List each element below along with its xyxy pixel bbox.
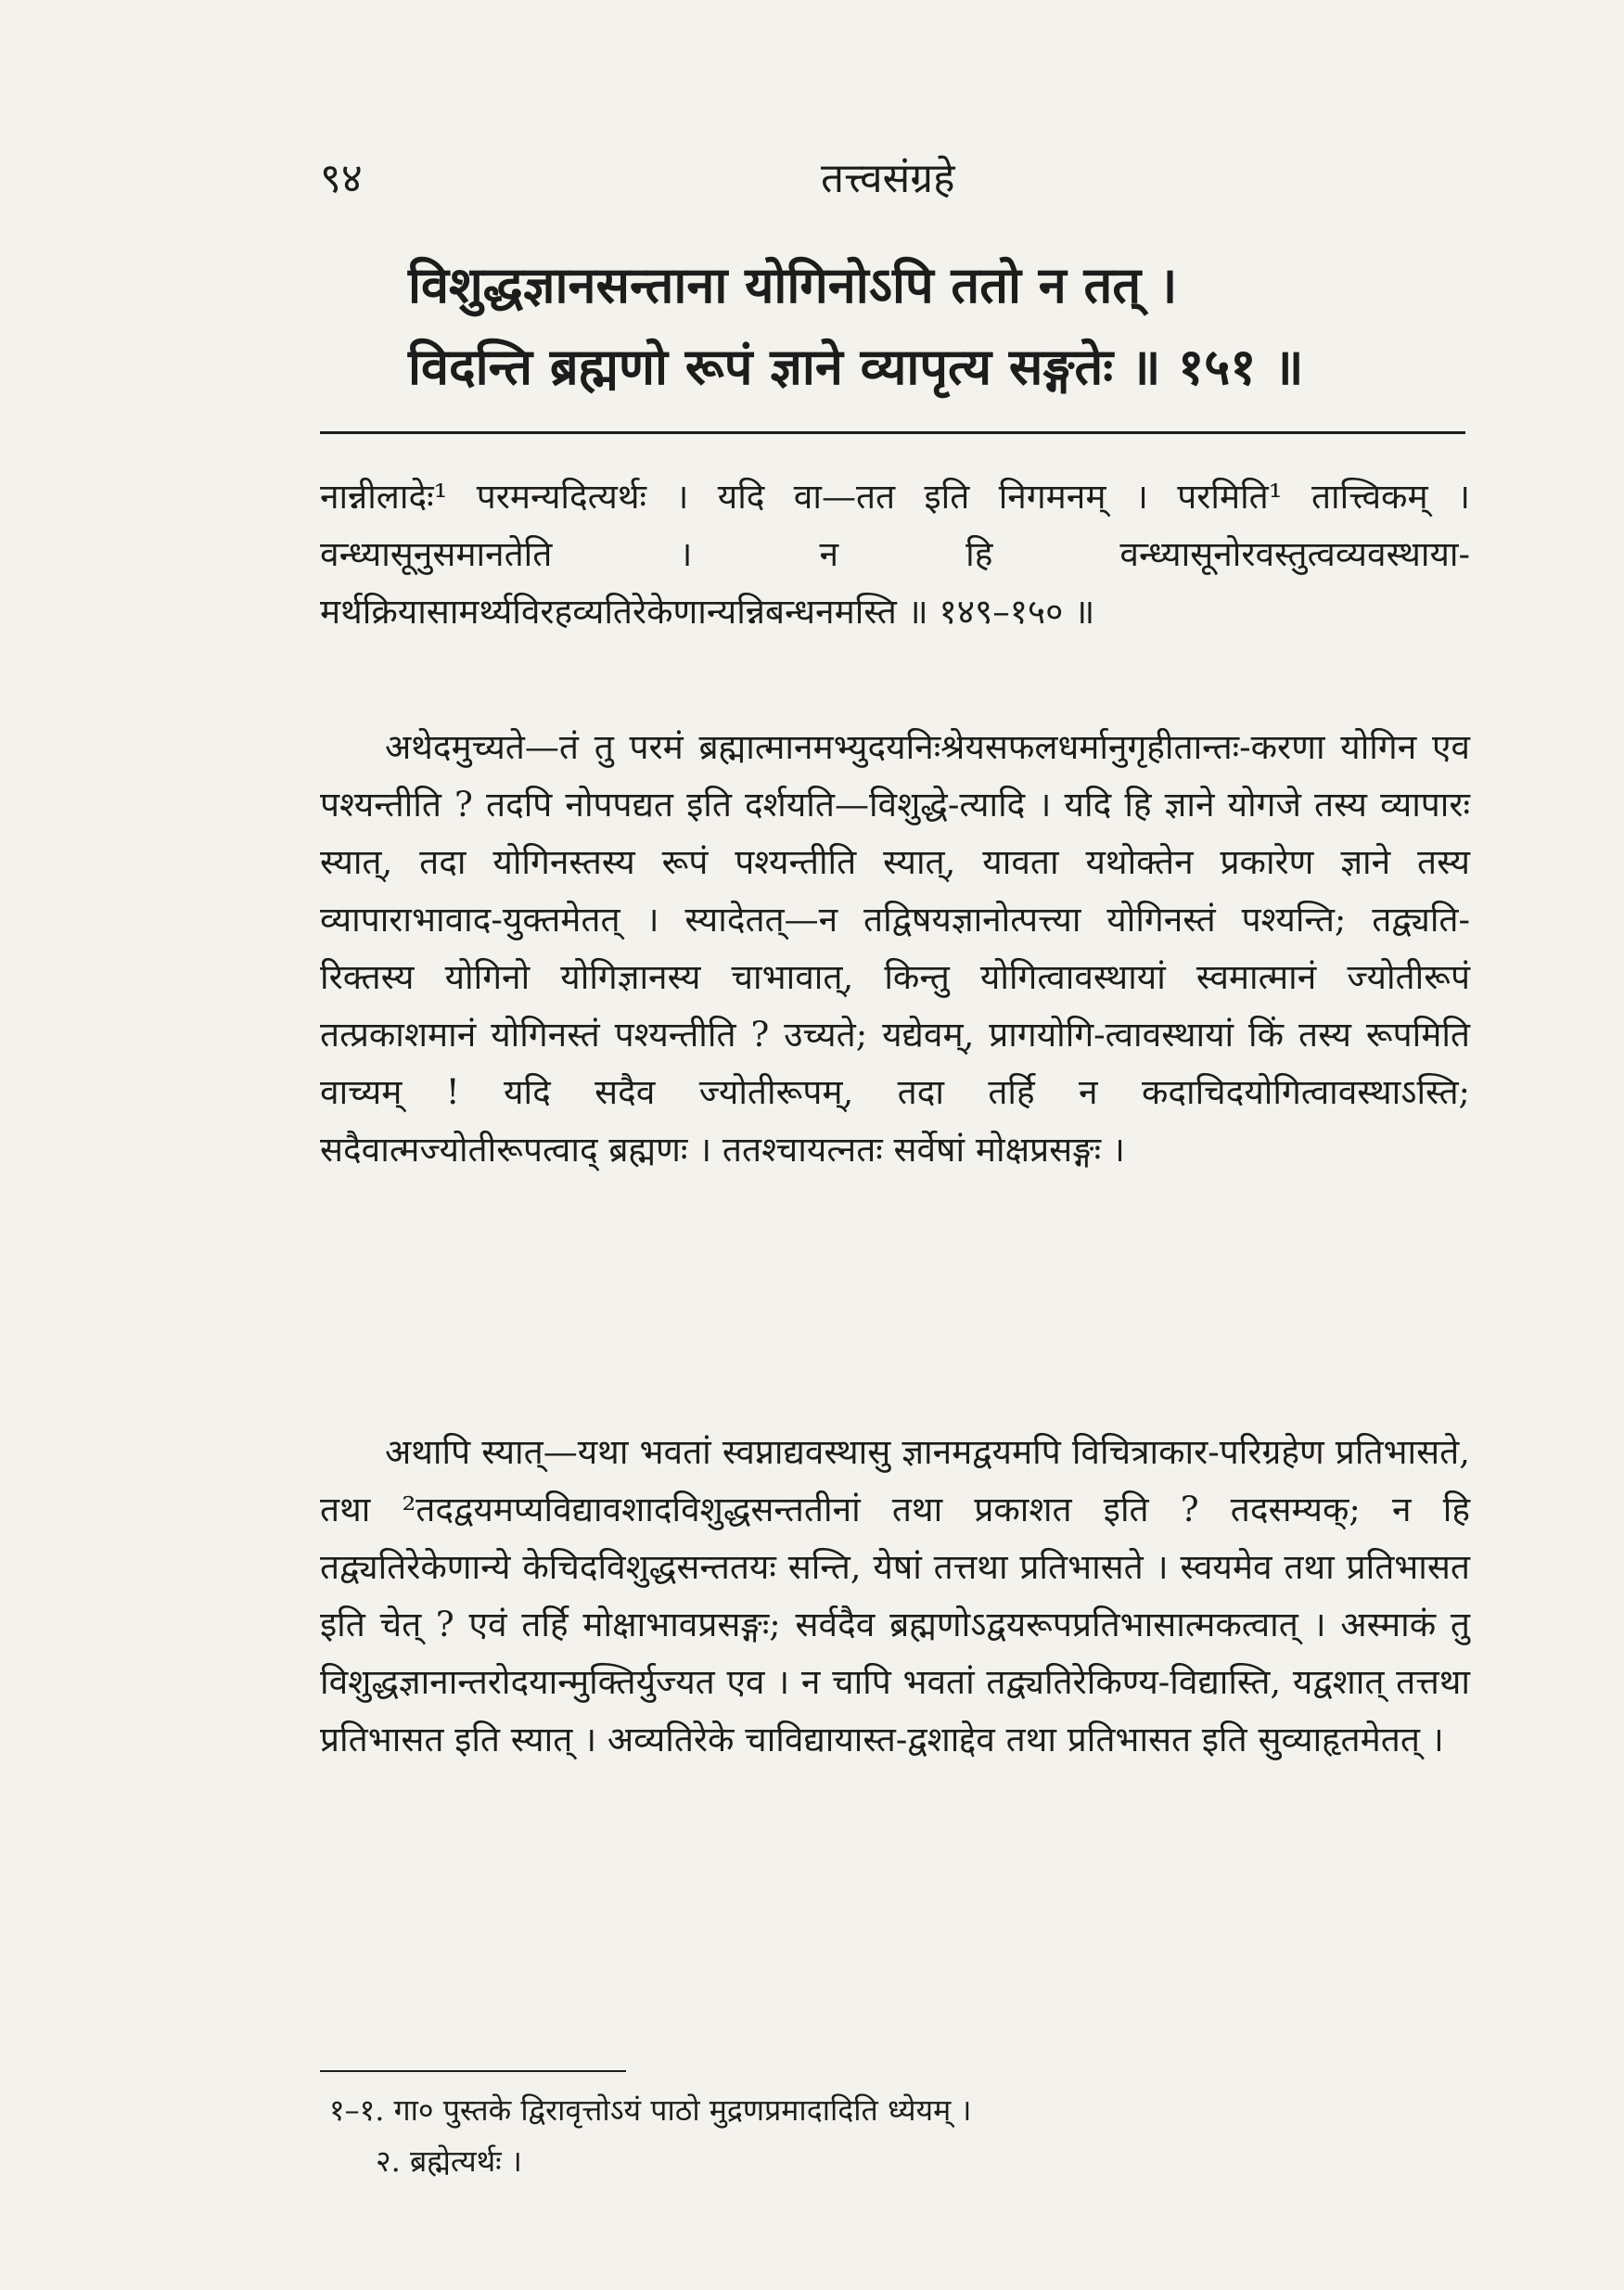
commentary-paragraph-2: अथेदमुच्यते—तं तु परमं ब्रह्मात्मानमभ्युदयनिःश्रेयसफलधर्मानुगृहीतान्तः-करणा योगिन एव पश्यन्तीति ? तदपि नोपपद्यत इति दर्शयति—विशुद्धे-त्यादि । यदि हि ज्ञाने योगजे तस्य व्यापारः स्यात्, तदा योगिनस्तस्य रूपं पश्यन्तीति स्यात्, यावता यथोक्तेन प्रकारेण ज्ञाने तस्य व्यापाराभावाद-युक्तमेतत् । स्यादेतत्—न तद्विषयज्ञानोत्पत्त्या योगिनस्तं पश्यन्ति; तद्व्यति-रिक्तस्य योगिनो योगिज्ञानस्य चाभावात्, किन्तु योगित्वावस्थायां स्वमात्मानं ज्योतीरूपं तत्प्रकाशमानं योगिनस्तं पश्यन्तीति ? उच्यते; यद्येवम्, प्रागयोगि-त्वावस्थायां किं तस्य रूपमिति वाच्यम् ! यदि सदैव ज्योतीरूपम्, तदा तर्हि न कदाचिदयोगित्वावस्थाऽस्ति; सदैवात्मज्योतीरूपत्वाद् ब्रह्मणः । ततश्चायत्नतः सर्वेषां मोक्षप्रसङ्गः । — [320, 727, 1470, 1170]
commentary-paragraph-1: नान्नीलादेः¹ परमन्यदित्यर्थः । यदि वा—तत इति निगमनम् । परमिति¹ तात्त्विकम् । वन्ध्यासूनुसमानतेति । न हि वन्ध्यासूनोरवस्तुत्वव्यवस्थाया-मर्थक्रियासामर्थ्यविरहव्यतिरेकेणान्यन्निबन्धनमस्ति ॥ १४९–१५० ॥ — [320, 477, 1470, 632]
verse-line-2: विदन्ति ब्रह्मणो रूपं ज्ञाने व्यापृत्य सङ्गतेः ॥ १५१ ॥ — [408, 337, 1304, 396]
footnote-1: १–१. गा० पुस्तके द्विरावृत्तोऽयं पाठो मुद्रणप्रमादादिति ध्येयम् । — [329, 2092, 972, 2128]
page-header — [320, 148, 1470, 204]
verse-line-1: विशुद्धज्ञानसन्ताना योगिनोऽपि ततो न तत् । — [408, 255, 1178, 314]
footnote-2: २. ब्रह्मेत्यर्थः । — [376, 2143, 522, 2179]
footnote-divider — [320, 2070, 626, 2072]
commentary-paragraph-3: अथापि स्यात्—यथा भवतां स्वप्नाद्यवस्थासु ज्ञानमद्वयमपि विचित्राकार-परिग्रहेण प्रतिभासते, तथा ²तदद्वयमप्यविद्यावशादविशुद्धसन्ततीनां तथा प्रकाशत इति ? तदसम्यक्; न हि तद्व्यतिरेकेणान्ये केचिदविशुद्धसन्ततयः सन्ति, येषां तत्तथा प्रतिभासते । स्वयमेव तथा प्रतिभासत इति चेत् ? एवं तर्हि मोक्षाभावप्रसङ्गः; सर्वदैव ब्रह्मणोऽद्वयरूपप्रतिभासात्मकत्वात् । अस्माकं तु विशुद्धज्ञानान्तरोदयान्मुक्तिर्युज्यत एव । न चापि भवतां तद्व्यतिरेकिण्य-विद्यास्ति, यद्वशात् तत्तथा प्रतिभासत इति स्यात् । अव्यतिरेके चाविद्यायास्त-द्वशाद्देव तथा प्रतिभासत इति सुव्याहृतमेतत् । — [320, 1432, 1470, 1759]
verse-divider — [320, 431, 1465, 434]
running-title: तत्त्वसंग्रहे — [821, 155, 955, 202]
page-number: ९४ — [320, 155, 363, 202]
